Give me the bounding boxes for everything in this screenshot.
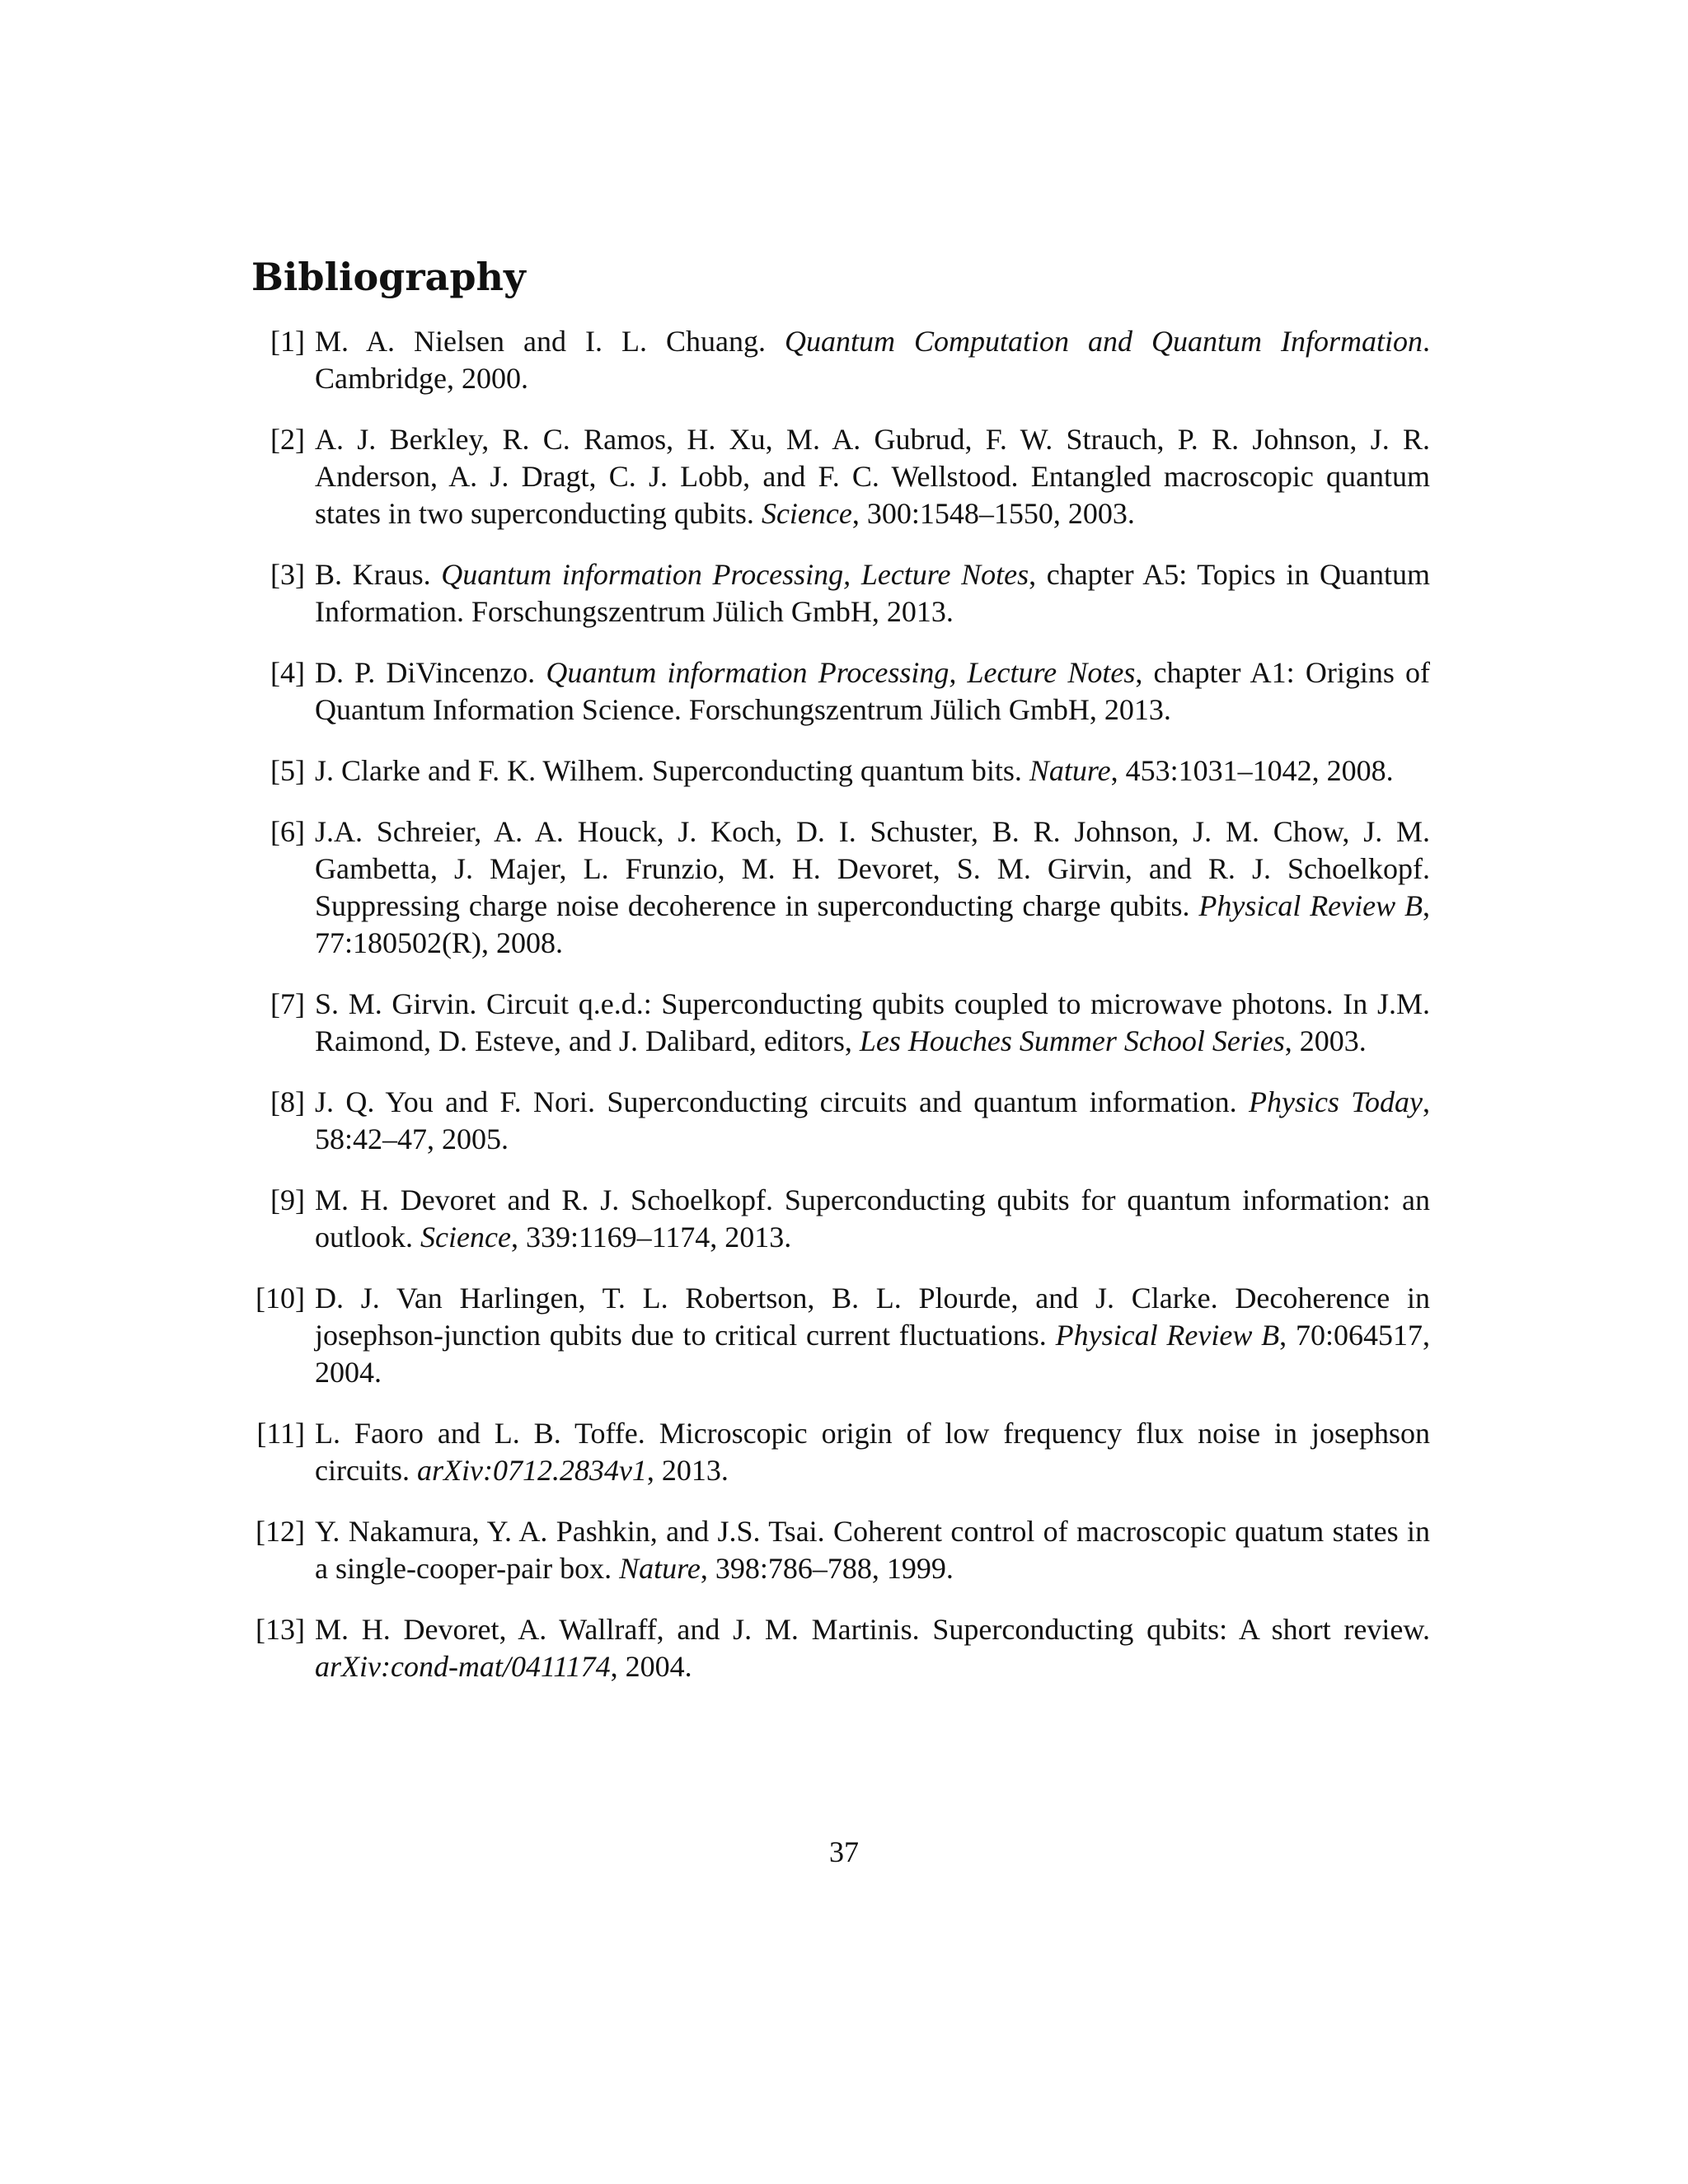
reference-title-italic: Quantum Computation and Quantum Information <box>784 325 1423 358</box>
reference-number: [3] <box>270 558 305 591</box>
reference-number: [12] <box>256 1515 305 1548</box>
reference-text-segment: , 398:786–788, 1999. <box>700 1552 954 1585</box>
reference-text-segment: , 2013. <box>646 1454 729 1487</box>
reference-item <box>251 1513 1430 1587</box>
reference-number: [4] <box>270 656 305 689</box>
reference-number: [6] <box>270 815 305 848</box>
reference-item <box>251 1415 1430 1489</box>
reference-text-segment: , 58:42–47, 2005. <box>315 1085 1430 1155</box>
reference-number: [10] <box>256 1282 305 1315</box>
reference-text-segment: , 300:1548–1550, 2003. <box>851 497 1135 530</box>
reference-list <box>251 323 1430 1685</box>
reference-text-segment: , chapter A1: Origins of Quantum Information Science. Forschungszentrum Jülich GmbH, 2013. <box>315 656 1430 726</box>
reference-number: [8] <box>270 1085 305 1118</box>
reference-title-italic: Physical Review B <box>1055 1319 1280 1352</box>
reference-text-segment: L. Faoro and L. B. Toffe. Microscopic origin of low frequency flux noise in josephson circuits. <box>315 1417 1430 1487</box>
reference-text-segment: B. Kraus. <box>315 558 442 591</box>
reference-text-segment: , 453:1031–1042, 2008. <box>1110 754 1394 787</box>
reference-item <box>251 654 1430 729</box>
reference-number: [11] <box>256 1417 305 1450</box>
reference-text-segment: , 339:1169–1174, 2013. <box>510 1221 792 1254</box>
reference-text-segment: . Cambridge, 2000. <box>315 325 1430 395</box>
reference-text <box>315 423 1430 530</box>
reference-item <box>251 421 1430 532</box>
reference-item <box>251 813 1430 962</box>
reference-text <box>315 754 1394 787</box>
reference-item <box>251 1084 1430 1158</box>
reference-item <box>251 1611 1430 1685</box>
reference-title-italic: Science <box>420 1221 511 1254</box>
reference-text-segment: J.A. Schreier, A. A. Houck, J. Koch, D. I. Schuster, B. R. Johnson, J. M. Chow, J. M. Gambetta, J. Majer, L. Frunzio, M. H. Devoret, S. M. Girvin, and R. J. Schoelkopf. Suppressing charge noise decoherence in superconducting charge qubits. <box>315 815 1430 922</box>
reference-title-italic: Les Houches Summer School Series <box>859 1024 1285 1057</box>
reference-number: [7] <box>270 987 305 1020</box>
reference-title-italic: arXiv:0712.2834v1 <box>416 1454 647 1487</box>
reference-text <box>315 815 1430 959</box>
reference-title-italic: Quantum information Processing, Lecture Notes <box>441 558 1029 591</box>
reference-text-segment: D. J. Van Harlingen, T. L. Robertson, B. L. Plourde, and J. Clarke. Decoherence in josephson-junction qubits due to critical current fluctuations. <box>315 1282 1430 1352</box>
reference-text-segment: , 77:180502(R), 2008. <box>315 889 1430 959</box>
reference-number: [9] <box>270 1183 305 1216</box>
reference-text-segment: D. P. DiVincenzo. <box>315 656 546 689</box>
reference-text <box>315 1183 1430 1254</box>
reference-title-italic: Physical Review B <box>1198 889 1423 922</box>
reference-item <box>251 1182 1430 1256</box>
reference-text-segment: M. H. Devoret, A. Wallraff, and J. M. Martinis. Superconducting qubits: A short review. <box>315 1613 1430 1646</box>
reference-item <box>251 323 1430 397</box>
reference-text-segment: J. Clarke and F. K. Wilhem. Superconducting quantum bits. <box>315 754 1029 787</box>
reference-item <box>251 752 1430 790</box>
reference-text-segment: , chapter A5: Topics in Quantum Information. Forschungszentrum Jülich GmbH, 2013. <box>315 558 1430 628</box>
reference-item <box>251 1280 1430 1391</box>
reference-text-segment: A. J. Berkley, R. C. Ramos, H. Xu, M. A. Gubrud, F. W. Strauch, P. R. Johnson, J. R. Anderson, A. J. Dragt, C. J. Lobb, and F. C. Wellstood. Entangled macroscopic quantum states in two superconducting qubits. <box>315 423 1430 530</box>
section-heading: Bibliography <box>251 255 526 299</box>
reference-text <box>315 987 1430 1057</box>
reference-title-italic: Nature <box>619 1552 701 1585</box>
reference-text <box>315 325 1430 395</box>
reference-text-segment: Y. Nakamura, Y. A. Pashkin, and J.S. Tsai. Coherent control of macroscopic quatum states in a single-cooper-pair box. <box>315 1515 1430 1585</box>
reference-number: [2] <box>270 423 305 456</box>
reference-text <box>315 558 1430 628</box>
reference-text-segment: M. A. Nielsen and I. L. Chuang. <box>315 325 785 358</box>
reference-text-segment: , 2004. <box>610 1650 692 1683</box>
reference-text <box>315 1282 1430 1389</box>
reference-title-italic: Nature <box>1029 754 1111 787</box>
reference-number: [5] <box>270 754 305 787</box>
page-number: 37 <box>829 1835 859 1868</box>
reference-title-italic: Science <box>761 497 852 530</box>
reference-text-segment: J. Q. You and F. Nori. Superconducting circuits and quantum information. <box>315 1085 1249 1118</box>
reference-text-segment: , 70:064517, 2004. <box>315 1319 1431 1389</box>
bibliography-page <box>251 247 1430 1709</box>
reference-text-segment: , 2003. <box>1284 1024 1367 1057</box>
reference-item <box>251 556 1430 630</box>
reference-text <box>315 1085 1430 1155</box>
reference-text <box>315 1515 1430 1585</box>
reference-item <box>251 986 1430 1060</box>
reference-title-italic: arXiv:cond-mat/0411174 <box>315 1650 611 1683</box>
reference-text-segment: M. H. Devoret and R. J. Schoelkopf. Superconducting qubits for quantum information: an outlook. <box>315 1183 1430 1254</box>
reference-title-italic: Quantum information Processing, Lecture Notes <box>546 656 1136 689</box>
reference-text <box>315 656 1430 726</box>
reference-title-italic: Physics Today <box>1248 1085 1423 1118</box>
reference-number: [1] <box>270 325 305 358</box>
reference-text <box>315 1613 1430 1683</box>
reference-text-segment: S. M. Girvin. Circuit q.e.d.: Superconducting qubits coupled to microwave photons. In J.M. Raimond, D. Esteve, and J. Dalibard, editors, <box>315 987 1430 1057</box>
reference-text <box>315 1417 1430 1487</box>
reference-number: [13] <box>256 1613 305 1646</box>
